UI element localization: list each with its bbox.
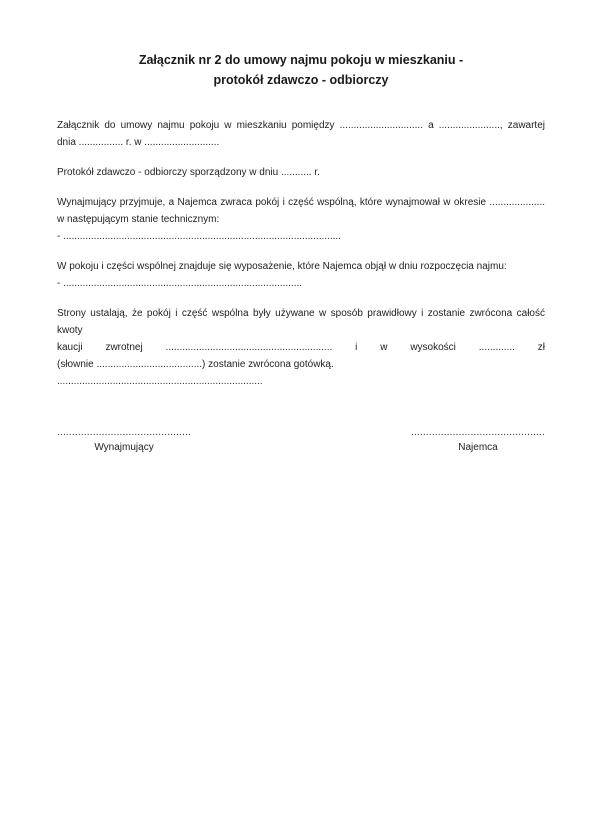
intro-line-2: dnia ................ r. w ........................... xyxy=(57,137,220,148)
title-line-2: protokół zdawczo - odbiorczy xyxy=(213,73,389,87)
return-condition-blank-line: - .................................................................................................... xyxy=(57,231,341,242)
deposit-line-3: (słownie ......................................) zostanie zwrócona gotówką. xyxy=(57,359,334,370)
paragraph-equipment xyxy=(57,258,545,292)
title-line-1: Załącznik nr 2 do umowy najmu pokoju w mieszkaniu - xyxy=(138,53,464,67)
equipment-blank-line: - ...................................................................................... xyxy=(57,278,303,289)
return-condition-line-1: Wynajmujący przyjmuje, a Najemca zwraca pokój i część wspólną, które wynajmował w okresie .................... xyxy=(57,197,545,208)
document-title xyxy=(57,50,545,90)
signature-right xyxy=(411,426,545,455)
document-content xyxy=(57,50,545,455)
signature-line-landlord: ............................................. xyxy=(57,427,192,438)
signature-left xyxy=(57,426,191,455)
intro-line-1: Załącznik do umowy najmu pokoju w mieszkaniu pomiędzy .............................. a ......................, zawartej xyxy=(57,120,545,131)
signature-row xyxy=(57,426,545,455)
paragraph-protocol-date xyxy=(57,164,545,181)
signature-label-landlord: Wynajmujący xyxy=(94,442,154,453)
equipment-line-1: W pokoju i części wspólnej znajduje się wyposażenie, które Najemca objął w dniu rozpoczęcia najmu: xyxy=(57,261,507,272)
return-condition-line-2: w następującym stanie technicznym: xyxy=(57,214,220,225)
deposit-line-1: Strony ustalają, że pokój i część wspólna były używane w sposób prawidłowy i zostanie zwrócona całość kwoty xyxy=(57,308,545,336)
signature-label-tenant: Najemca xyxy=(458,442,498,453)
deposit-blank-line: .......................................................................... xyxy=(57,376,263,387)
paragraph-intro xyxy=(57,117,545,151)
paragraph-deposit xyxy=(57,305,545,390)
deposit-line-2: kaucji zwrotnej ............................................................ i w wysokości ............. zł xyxy=(57,342,545,353)
paragraph-return-condition xyxy=(57,194,545,245)
protocol-date-line: Protokół zdawczo - odbiorczy sporządzony w dniu ........... r. xyxy=(57,167,320,178)
signature-line-tenant: ............................................. xyxy=(410,427,545,438)
